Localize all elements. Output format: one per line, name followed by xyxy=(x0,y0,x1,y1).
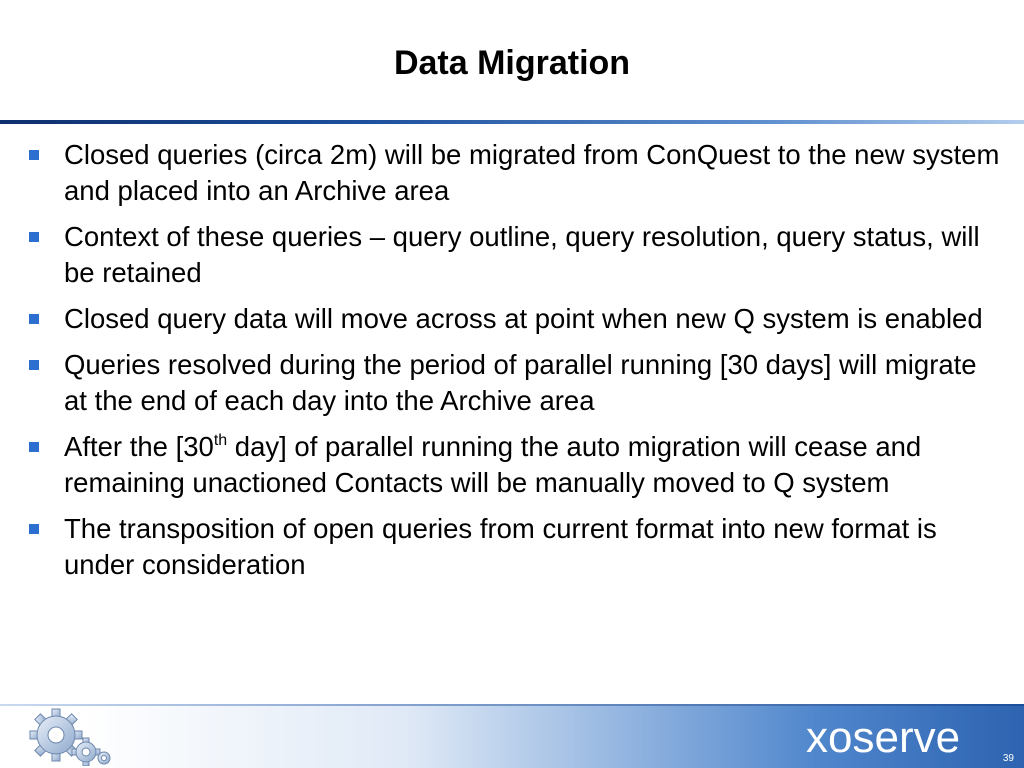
bullet-item xyxy=(0,137,1024,209)
square-bullet-icon xyxy=(29,524,39,534)
bullet-text-part: day] of parallel running the auto migration will cease and remaining unactioned Contacts will be manually moved to Q system xyxy=(64,431,922,498)
bullet-text: Queries resolved during the period of parallel running [30 days] will migrate at the end of each day into the Archive area xyxy=(64,349,977,416)
square-bullet-icon xyxy=(29,360,39,370)
bullet-text: Closed query data will move across at point when new Q system is enabled xyxy=(64,303,983,334)
bullet-item xyxy=(0,511,1024,583)
brand-wordmark: xoserve xyxy=(806,713,961,762)
title-divider xyxy=(0,120,1024,124)
ordinal-superscript: th xyxy=(213,432,228,449)
bullet-item xyxy=(0,347,1024,419)
bullet-text-part: After the [30 xyxy=(64,431,214,462)
bullet-text: Context of these queries – query outline, query resolution, query status, will be retained xyxy=(64,221,980,288)
bullet-text xyxy=(64,431,921,498)
gear-cluster-icon xyxy=(28,708,118,766)
page-number: 39 xyxy=(1002,753,1014,764)
square-bullet-icon xyxy=(29,232,39,242)
xoserve-logo xyxy=(806,706,1012,766)
square-bullet-icon xyxy=(29,314,39,324)
square-bullet-icon xyxy=(29,442,39,452)
bullet-text: The transposition of open queries from current format into new format is under consideration xyxy=(64,513,937,580)
square-bullet-icon xyxy=(29,150,39,160)
bullet-text: Closed queries (circa 2m) will be migrated from ConQuest to the new system and placed into an Archive area xyxy=(64,139,1000,206)
bullet-item xyxy=(0,219,1024,291)
bullet-list xyxy=(0,137,1024,593)
slide-title: Data Migration xyxy=(393,44,631,82)
bullet-item xyxy=(0,429,1024,501)
bullet-item xyxy=(0,301,1024,337)
